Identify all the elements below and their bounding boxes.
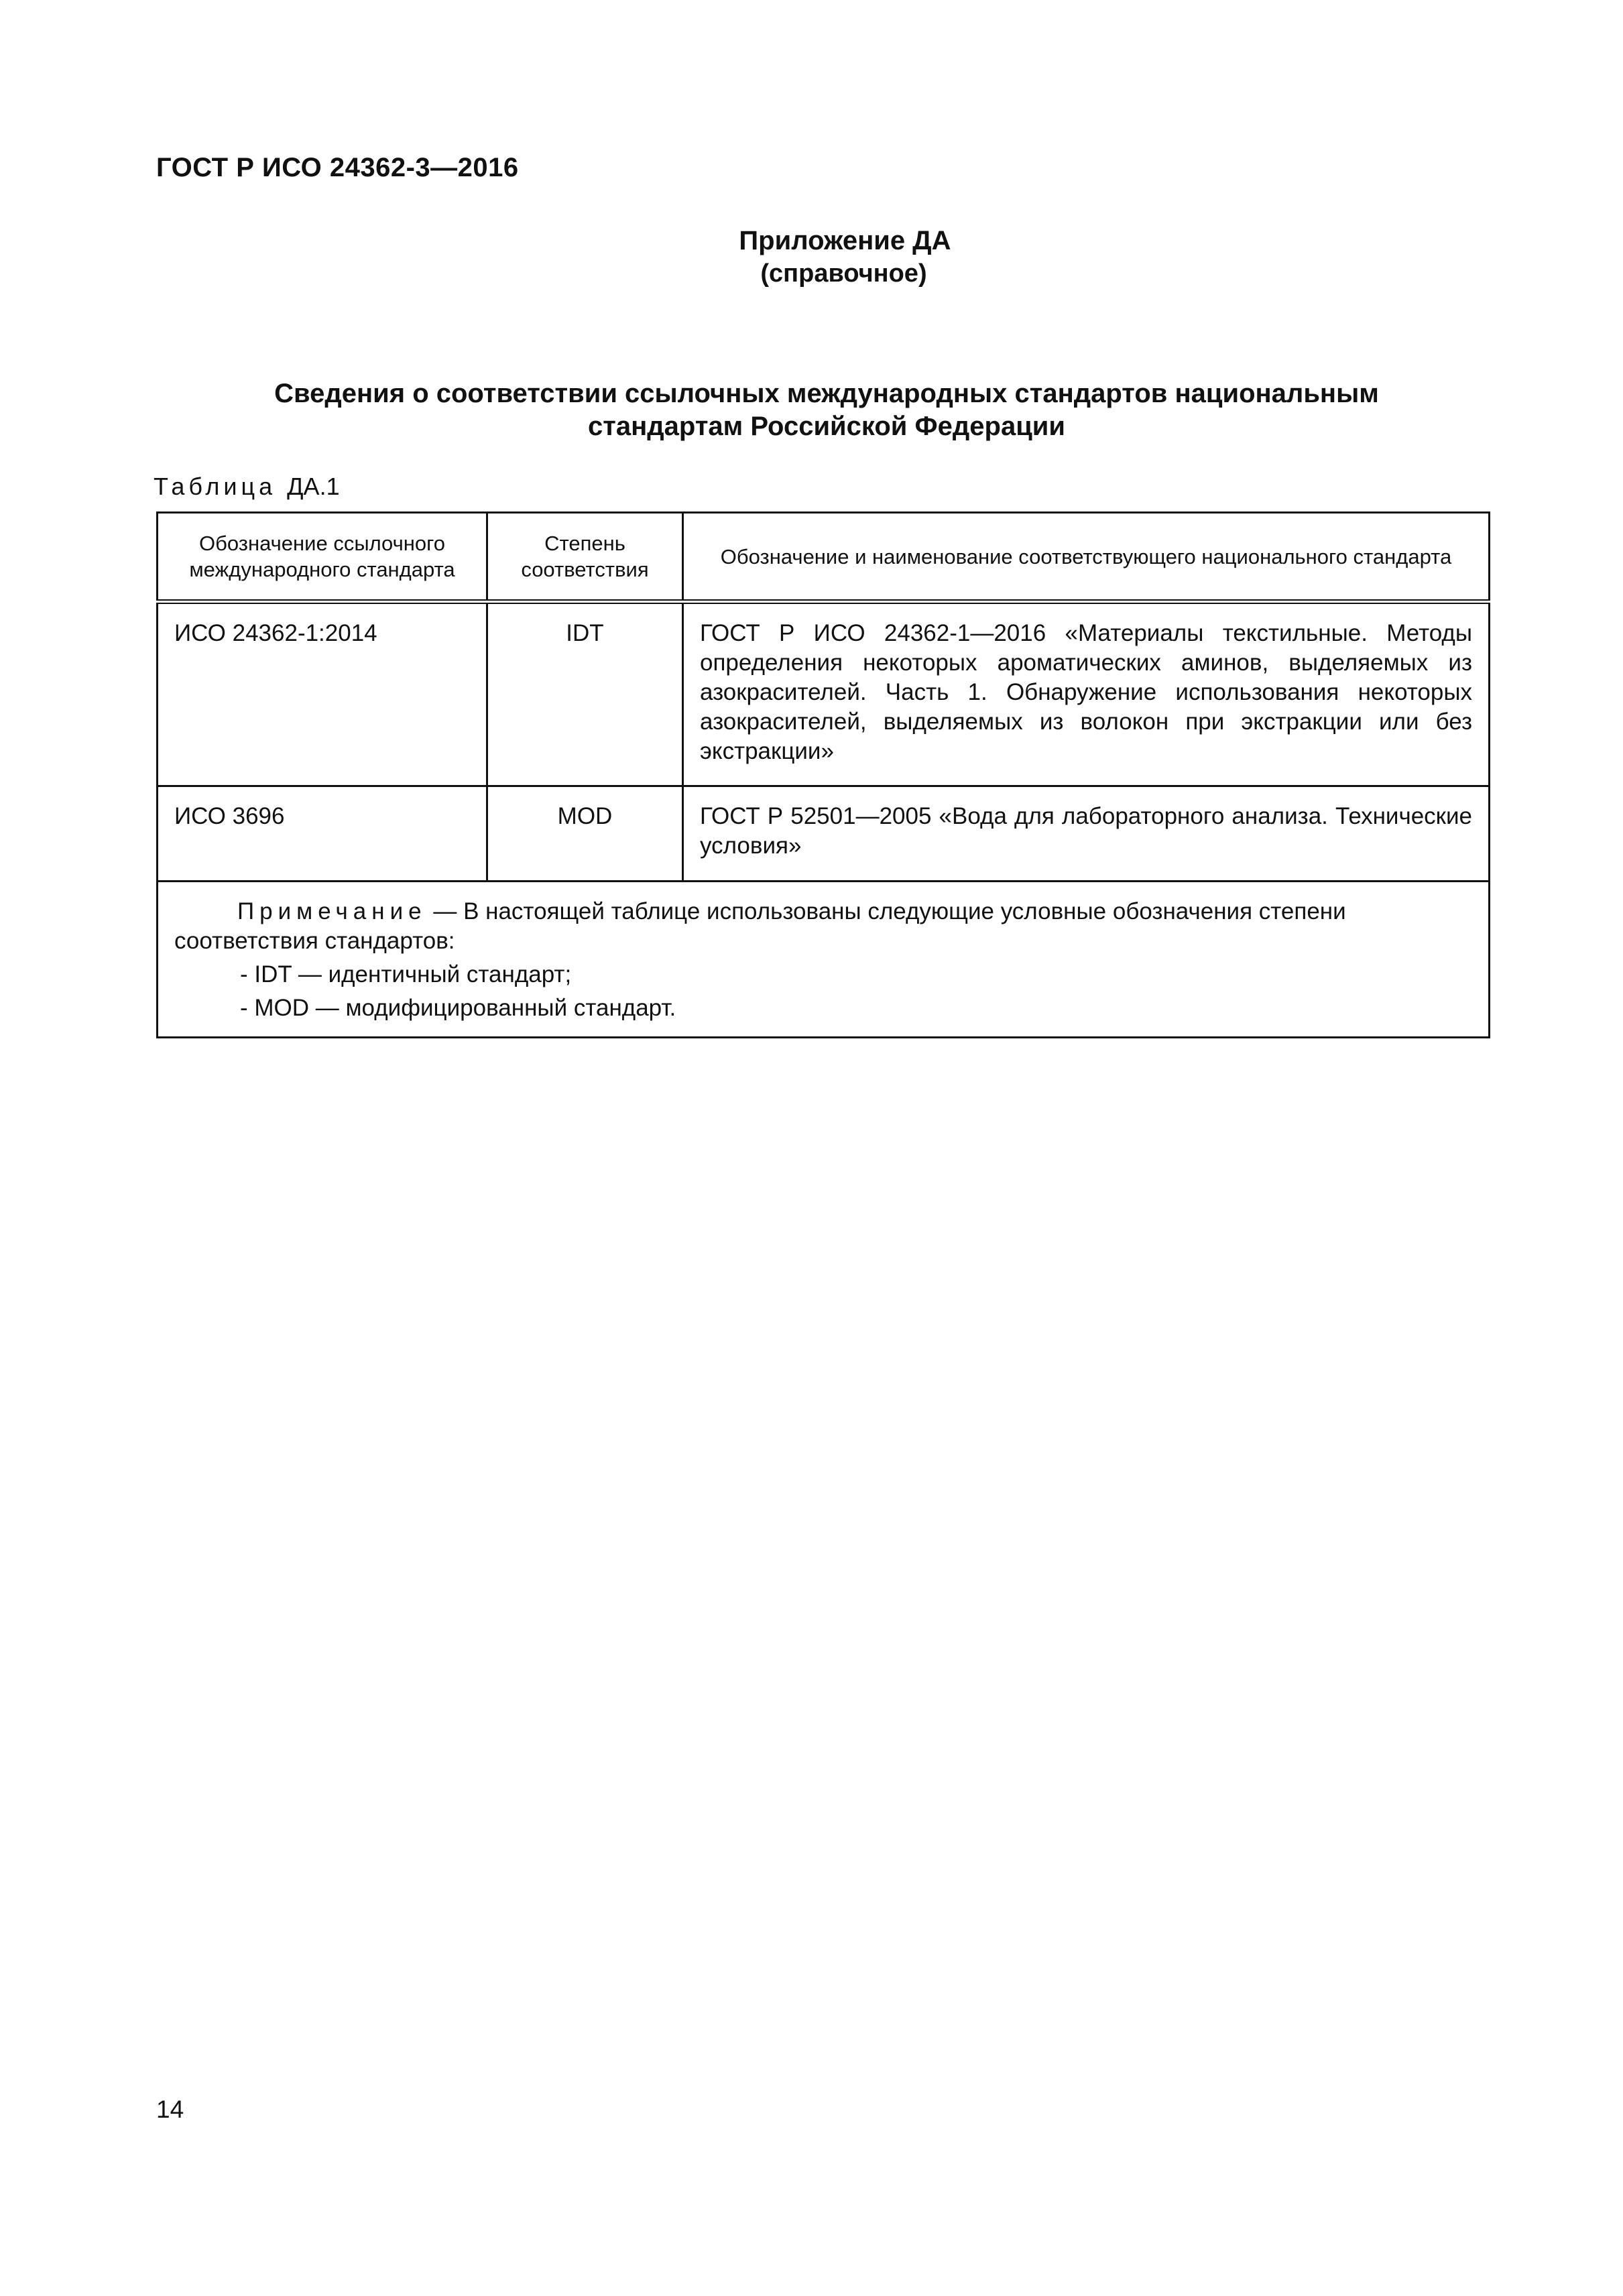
- page-number: 14: [156, 2096, 184, 2123]
- section-title: [156, 377, 1497, 443]
- table-row: [158, 602, 1490, 786]
- cell-degree: MOD: [487, 786, 683, 882]
- cell-intl-standard: ИСО 3696: [158, 786, 487, 882]
- cell-degree: IDT: [487, 602, 683, 786]
- note-body: В настоящей таблице использованы следующие условные обозначения степени соответствия стандартов:: [174, 898, 1346, 954]
- note-label: Примечание: [237, 898, 427, 924]
- note-text: [174, 897, 1472, 956]
- appendix-title: Приложение ДА: [739, 226, 951, 255]
- table-header-row: [158, 513, 1490, 602]
- header-national-standard: Обозначение и наименование соответствующего национального стандарта: [683, 513, 1490, 602]
- cell-national-standard: ГОСТ Р ИСО 24362-1—2016 «Материалы текстильные. Методы определения некоторых ароматических аминов, выделяемых из азокрасителей. Часть 1. Обнаружение использования некоторых азокрасителей, выделяемых из волокон при экстракции или без экстракции»: [683, 602, 1490, 786]
- header-degree: Степень соответствия: [487, 513, 683, 602]
- cell-national-standard: ГОСТ Р 52501—2005 «Вода для лабораторного анализа. Технические условия»: [683, 786, 1490, 882]
- table-note: [158, 882, 1490, 1038]
- table-label: [154, 473, 340, 501]
- section-title-line1: Сведения о соответствии ссылочных международных стандартов национальным: [274, 379, 1379, 408]
- table-row: [158, 786, 1490, 882]
- appendix-type: (справочное): [760, 259, 927, 288]
- document-code: ГОСТ Р ИСО 24362-3—2016: [156, 153, 519, 182]
- cell-intl-standard: ИСО 24362-1:2014: [158, 602, 487, 786]
- note-item-idt: - IDT — идентичный стандарт;: [240, 961, 572, 987]
- table-note-row: [158, 882, 1490, 1038]
- table-label-word: Таблица: [154, 473, 277, 500]
- correspondence-table: [156, 511, 1490, 1038]
- note-dash: —: [433, 898, 457, 924]
- note-item-mod: - MOD — модифицированный стандарт.: [240, 995, 676, 1021]
- table-label-number: ДА.1: [287, 473, 340, 500]
- section-title-line2: стандартам Российской Федерации: [588, 412, 1065, 441]
- appendix-heading: [0, 225, 1623, 290]
- header-intl-standard: Обозначение ссылочного международного стандарта: [158, 513, 487, 602]
